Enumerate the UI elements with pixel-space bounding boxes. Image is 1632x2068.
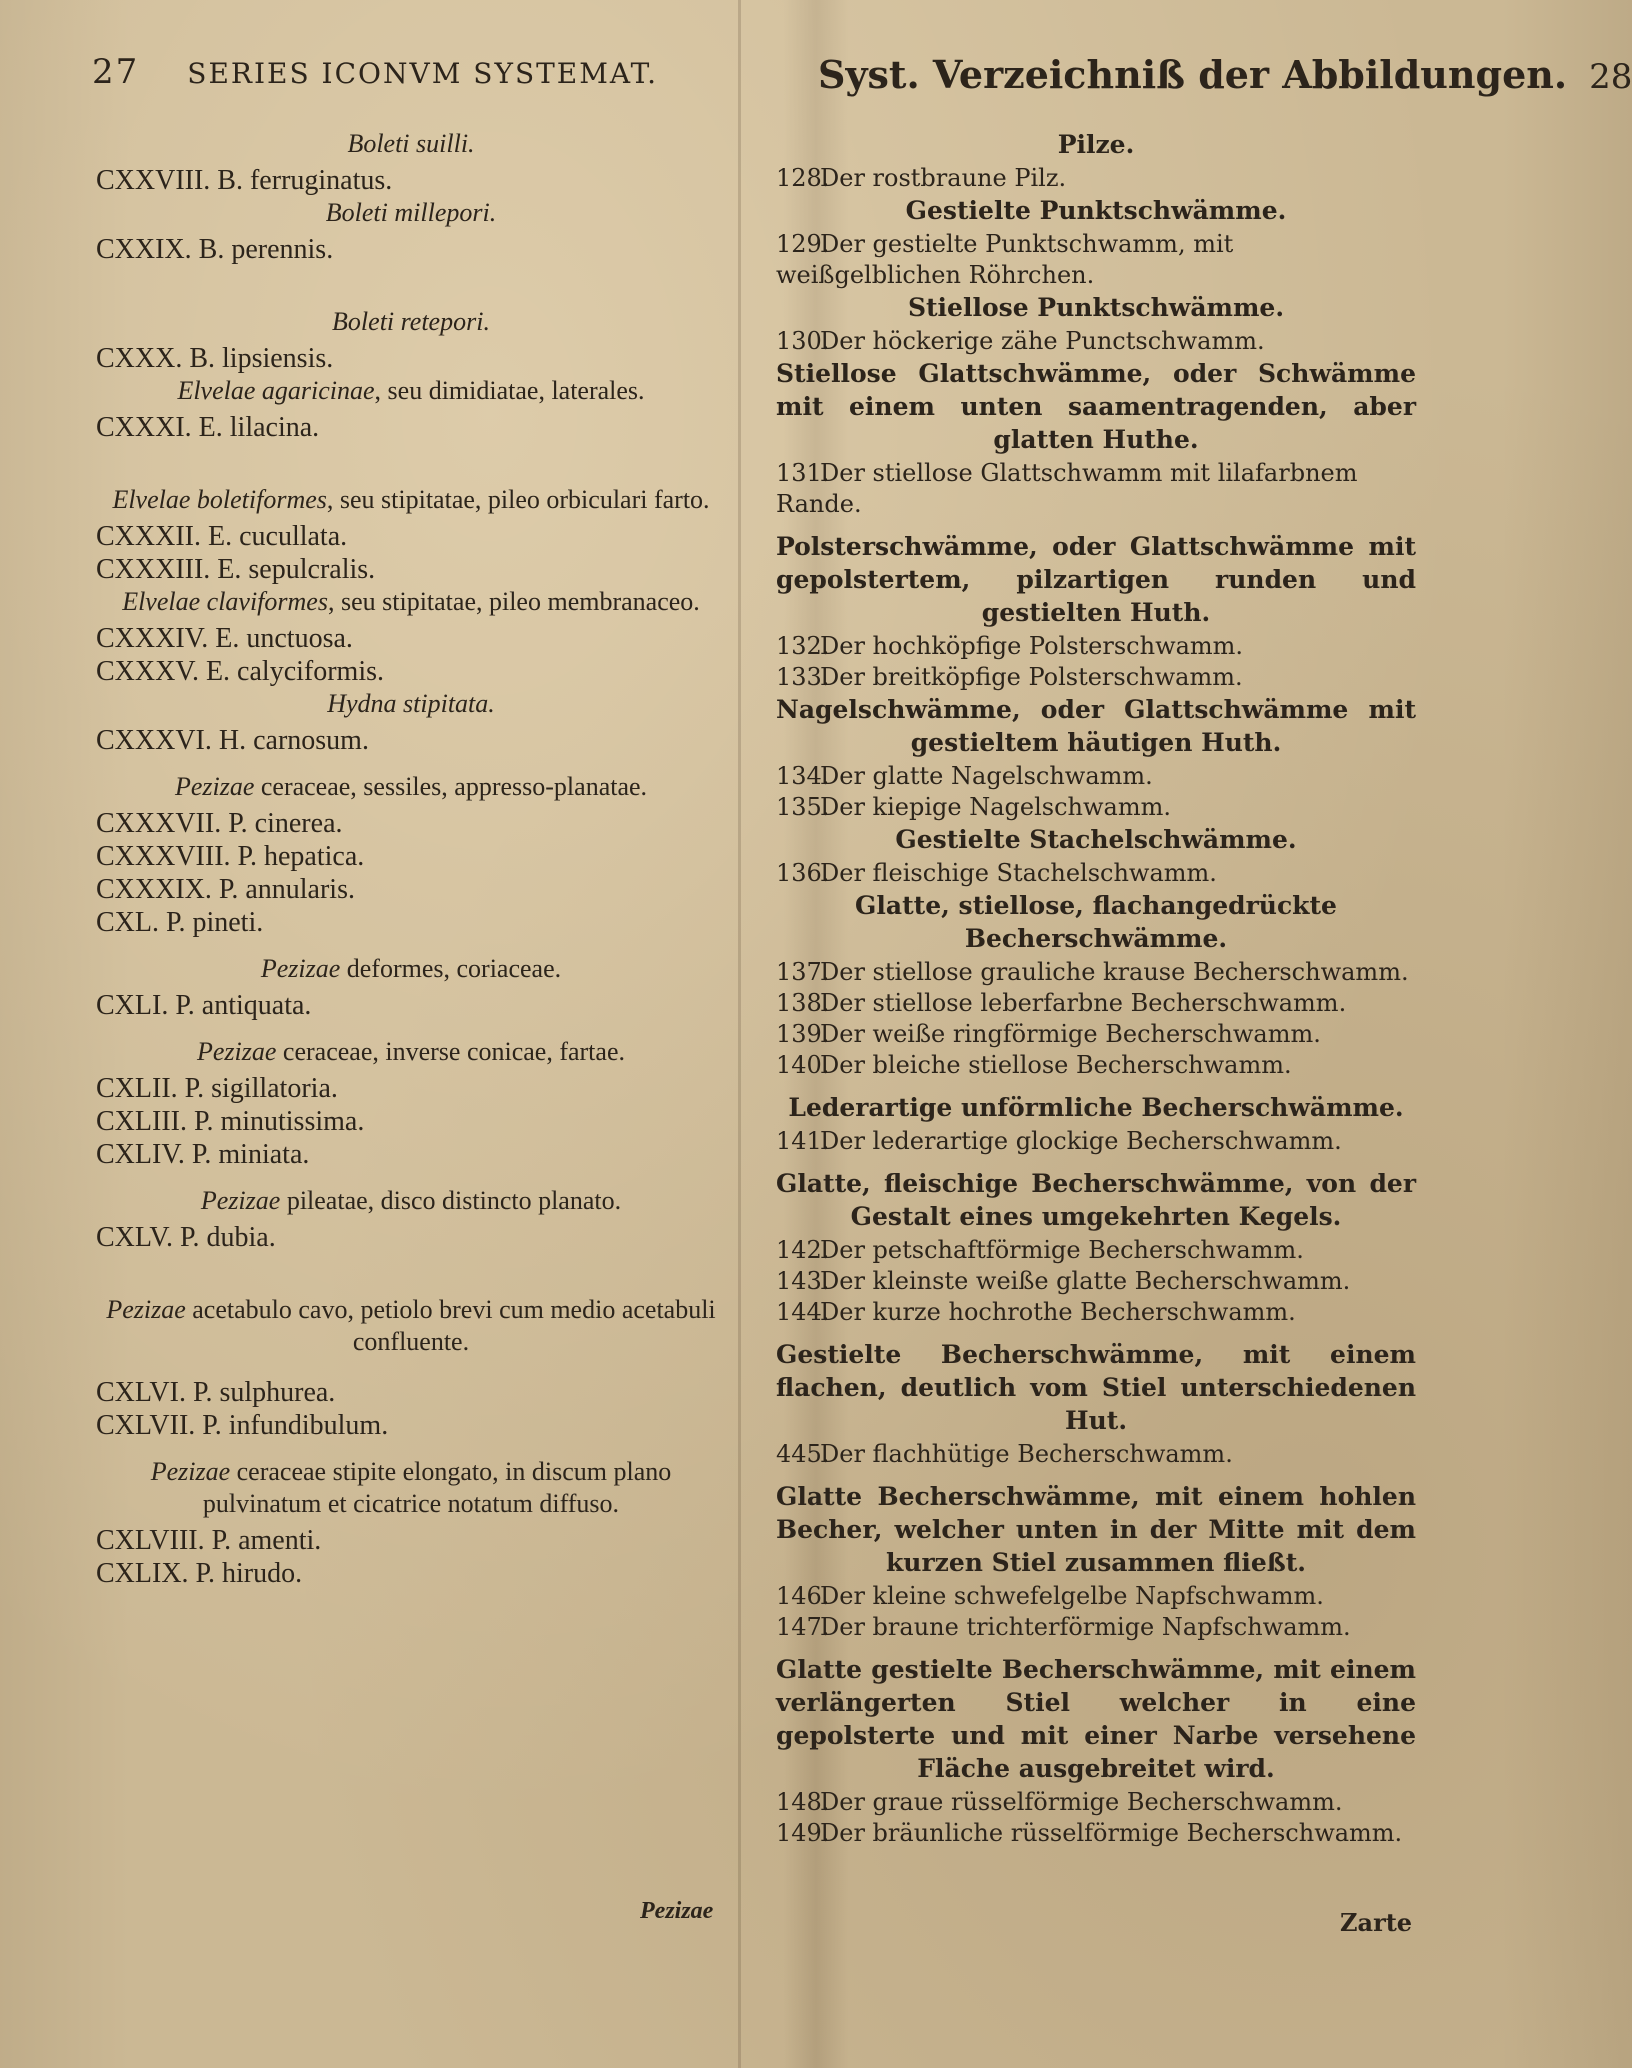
- entry-name: Der breitköpfige Polsterschwamm.: [820, 663, 1243, 691]
- entry-number: 147.: [776, 1613, 830, 1641]
- entry-name: Der braune trichterförmige Napfschwamm.: [820, 1613, 1351, 1641]
- species-entry: CXLIII. P. minutissima.: [96, 1106, 365, 1137]
- species-entry: [776, 1019, 1416, 1050]
- species-entry: [776, 326, 1416, 357]
- species-entry: [776, 1612, 1416, 1643]
- entry-number: 146.: [776, 1582, 830, 1610]
- spacer: [96, 444, 726, 484]
- section-heading: [96, 771, 726, 803]
- right-running-title: Syst. Verzeichniß der Abbildungen.: [818, 52, 1568, 97]
- species-entry: CXLIX. P. hirudo.: [96, 1558, 303, 1589]
- heading-description: ceraceae, sessiles, appresso-planatae.: [254, 772, 648, 801]
- species-entry: [776, 1050, 1416, 1081]
- species-entry: CXXXV. E. calyciformis.: [96, 656, 384, 687]
- left-catchword: Pezizae: [640, 1898, 714, 1924]
- entry-number: 144.: [776, 1298, 830, 1326]
- species-entry: CXXX. B. lipsiensis.: [96, 343, 334, 374]
- entry-number: 128.: [776, 164, 830, 192]
- section-heading: Stiellose Glattschwämme, oder Schwämme mit einem unten saamentragenden, aber glatten Huthe.: [776, 359, 1416, 454]
- right-page-header: [818, 52, 1632, 97]
- species-entry: CXLVIII. P. amenti.: [96, 1525, 322, 1556]
- spacer: [96, 1442, 726, 1456]
- section-heading: [96, 484, 726, 516]
- species-entry: [776, 1581, 1416, 1612]
- species-entry: [776, 858, 1416, 889]
- species-entry: CXXXVI. H. carnosum.: [96, 725, 369, 756]
- section-heading: Glatte Becherschwämme, mit einem hohlen Becher, welcher unten in der Mitte mit dem kurzen Stiel zusammen fließt.: [776, 1482, 1416, 1577]
- species-entry: [776, 1787, 1416, 1818]
- entry-name: Der höckerige zähe Punctschwamm.: [820, 327, 1265, 355]
- section-heading: [96, 586, 726, 618]
- species-entry: [776, 1235, 1416, 1266]
- spacer: [776, 520, 1416, 530]
- entry-name: Der fleischige Stachelschwamm.: [820, 859, 1217, 887]
- entry-name: Der weiße ringförmige Becherschwamm.: [820, 1020, 1321, 1048]
- heading-genus: Hydna stipitata.: [327, 689, 495, 718]
- species-entry: CXLIV. P. miniata.: [96, 1139, 310, 1170]
- section-heading: Glatte, fleischige Becherschwämme, von der Gestalt eines umgekehrten Kegels.: [776, 1169, 1416, 1231]
- species-entry: CXLII. P. sigillatoria.: [96, 1073, 338, 1104]
- species-entry: CXXIX. B. perennis.: [96, 234, 334, 265]
- species-entry: [776, 988, 1416, 1019]
- species-entry: CXXXIX. P. annularis.: [96, 874, 355, 905]
- entry-number: 129.: [776, 230, 830, 258]
- heading-description: ceraceae, inverse conicae, fartae.: [276, 1037, 625, 1066]
- entry-number: 142.: [776, 1236, 830, 1264]
- species-entry: [776, 1126, 1416, 1157]
- spacer: [776, 1470, 1416, 1480]
- heading-description: deformes, coriaceae.: [340, 954, 562, 983]
- section-heading: Pilze.: [1057, 130, 1135, 159]
- species-entry: CXLV. P. dubia.: [96, 1222, 276, 1253]
- species-entry: [776, 163, 1416, 194]
- entry-name: Der graue rüsselförmige Becherschwamm.: [820, 1788, 1343, 1816]
- entry-number: 136.: [776, 859, 830, 887]
- section-heading: Nagelschwämme, oder Glattschwämme mit gestieltem häutigen Huth.: [776, 695, 1416, 757]
- section-heading: Gestielte Becherschwämme, mit einem flachen, deutlich vom Stiel unterschiedenen Hut.: [776, 1340, 1416, 1435]
- section-heading: Gestielte Punktschwämme.: [905, 196, 1287, 225]
- section-heading: [96, 306, 726, 338]
- left-page-number: 27: [92, 52, 140, 92]
- heading-description: pileatae, disco distincto planato.: [280, 1186, 622, 1215]
- heading-genus: Elvelae agaricinae: [177, 376, 375, 405]
- entry-number: 140.: [776, 1051, 830, 1079]
- entry-number: 135.: [776, 793, 830, 821]
- entry-name: Der rostbraune Pilz.: [820, 164, 1067, 192]
- right-page-number: 28: [1589, 57, 1632, 97]
- entry-number: 133.: [776, 663, 830, 691]
- species-entry: [776, 792, 1416, 823]
- heading-genus: Pezizae: [200, 1186, 281, 1215]
- species-entry: [776, 1266, 1416, 1297]
- entry-number: 137.: [776, 958, 830, 986]
- heading-description: , seu dimidiatae, laterales.: [374, 376, 645, 405]
- right-page-column: [776, 128, 1416, 1849]
- entry-number: 445.: [776, 1440, 830, 1468]
- spacer: [96, 939, 726, 953]
- heading-genus: Pezizae: [174, 772, 255, 801]
- section-heading: [96, 1294, 726, 1358]
- entry-number: 143.: [776, 1267, 830, 1295]
- species-entry: CXXXII. E. cucullata.: [96, 521, 348, 552]
- entry-name: Der flachhütige Becherschwamm.: [820, 1440, 1233, 1468]
- species-entry: [776, 631, 1416, 662]
- section-heading: [96, 1456, 726, 1520]
- entry-name: Der lederartige glockige Becherschwamm.: [820, 1127, 1342, 1155]
- entry-name: Der bleiche stiellose Becherschwamm.: [820, 1051, 1292, 1079]
- section-heading: Stiellose Punktschwämme.: [907, 293, 1285, 322]
- entry-name: Der bräunliche rüsselförmige Becherschwamm.: [820, 1819, 1403, 1847]
- section-heading: [96, 197, 726, 229]
- entry-name: Der kleinste weiße glatte Becherschwamm.: [820, 1267, 1351, 1295]
- book-gutter: [738, 0, 741, 2068]
- species-entry: CXLVI. P. sulphurea.: [96, 1377, 336, 1408]
- entry-name: Der hochköpfige Polsterschwamm.: [820, 632, 1244, 660]
- section-heading: [96, 375, 726, 407]
- species-entry: [776, 957, 1416, 988]
- left-page-column: [96, 128, 726, 1590]
- heading-genus: Boleti retepori.: [332, 307, 490, 336]
- heading-description: , seu stipitatae, pileo membranaceo.: [327, 587, 700, 616]
- species-entry: [776, 761, 1416, 792]
- species-entry: CXXXIV. E. unctuosa.: [96, 623, 353, 654]
- spacer: [96, 1362, 726, 1376]
- section-heading: Glatte gestielte Becherschwämme, mit einem verlängerten Stiel welcher in eine gepolsterte und mit einer Narbe versehene Fläche ausgebreitet wird.: [776, 1655, 1416, 1783]
- heading-description: ceraceae stipite elongato, in discum plano pulvinatum et cicatrice notatum diffuso.: [202, 1457, 672, 1518]
- section-heading: Glatte, stiellose, flachangedrückte Becherschwämme.: [855, 891, 1337, 953]
- left-page-header: [92, 52, 658, 92]
- spacer: [96, 1171, 726, 1185]
- entry-name: Der stiellose grauliche krause Becherschwamm.: [820, 958, 1409, 986]
- spacer: [96, 757, 726, 771]
- entry-name: Der kiepige Nagelschwamm.: [820, 793, 1171, 821]
- species-entry: [776, 458, 1416, 520]
- heading-genus: Boleti millepori.: [325, 198, 497, 227]
- spacer: [776, 1081, 1416, 1091]
- section-heading: [96, 1185, 726, 1217]
- section-heading: [96, 1036, 726, 1068]
- right-catchword: Zarte: [1340, 1908, 1413, 1937]
- heading-genus: Pezizae: [150, 1457, 231, 1486]
- heading-genus: Pezizae: [260, 954, 341, 983]
- entry-number: 134.: [776, 762, 830, 790]
- entry-number: 130.: [776, 327, 830, 355]
- section-heading: Polsterschwämme, oder Glattschwämme mit gepolstertem, pilzartigen runden und gestielten Huth.: [776, 532, 1416, 627]
- section-heading: [96, 128, 726, 160]
- entry-number: 138.: [776, 989, 830, 1017]
- entry-number: 139.: [776, 1020, 830, 1048]
- entry-name: Der kurze hochrothe Becherschwamm.: [820, 1298, 1296, 1326]
- species-entry: [776, 1297, 1416, 1328]
- entry-number: 149.: [776, 1819, 830, 1847]
- entry-number: 131.: [776, 459, 830, 487]
- heading-genus: Elvelae claviformes: [122, 587, 328, 616]
- heading-description: , seu stipitatae, pileo orbiculari farto.: [326, 485, 710, 514]
- entry-name: Der kleine schwefelgelbe Napfschwamm.: [820, 1582, 1324, 1610]
- spacer: [96, 1022, 726, 1036]
- species-entry: [776, 1818, 1416, 1849]
- species-entry: CXXXIII. E. sepulcralis.: [96, 554, 376, 585]
- heading-genus: Boleti suilli.: [347, 129, 475, 158]
- entry-number: 132.: [776, 632, 830, 660]
- species-entry: CXLVII. P. infundibulum.: [96, 1410, 389, 1441]
- section-heading: [96, 953, 726, 985]
- section-heading: Gestielte Stachelschwämme.: [895, 825, 1297, 854]
- species-entry: [776, 229, 1416, 291]
- section-heading: Lederartige unförmliche Becherschwämme.: [788, 1093, 1404, 1122]
- section-heading: [96, 688, 726, 720]
- heading-genus: Elvelae boletiformes: [112, 485, 327, 514]
- species-entry: CXXVIII. B. ferruginatus.: [96, 165, 393, 196]
- entry-name: Der gestielte Punktschwamm, mit weißgelblichen Röhrchen.: [776, 230, 1234, 289]
- heading-genus: Pezizae: [197, 1037, 277, 1066]
- spacer: [776, 1328, 1416, 1338]
- entry-number: 148.: [776, 1788, 830, 1816]
- entry-name: Der stiellose leberfarbne Becherschwamm.: [820, 989, 1347, 1017]
- spacer: [776, 1157, 1416, 1167]
- species-entry: CXXXVIII. P. hepatica.: [96, 841, 365, 872]
- spacer: [96, 266, 726, 306]
- species-entry: CXXXVII. P. cinerea.: [96, 808, 343, 839]
- left-running-title: SERIES ICONVM SYSTEMAT.: [187, 57, 659, 90]
- spacer: [776, 1643, 1416, 1653]
- entry-name: Der petschaftförmige Becherschwamm.: [820, 1236, 1304, 1264]
- spacer: [96, 1254, 726, 1294]
- species-entry: [776, 662, 1416, 693]
- species-entry: [776, 1439, 1416, 1470]
- species-entry: CXXXI. E. lilacina.: [96, 412, 320, 443]
- heading-description: acetabulo cavo, petiolo brevi cum medio acetabuli confluente.: [185, 1295, 716, 1356]
- species-entry: CXL. P. pineti.: [96, 907, 264, 938]
- entry-name: Der glatte Nagelschwamm.: [820, 762, 1153, 790]
- species-entry: CXLI. P. antiquata.: [96, 990, 312, 1021]
- heading-genus: Pezizae: [106, 1295, 186, 1324]
- entry-name: Der stiellose Glattschwamm mit lilafarbnem Rande.: [776, 459, 1358, 518]
- entry-number: 141.: [776, 1127, 830, 1155]
